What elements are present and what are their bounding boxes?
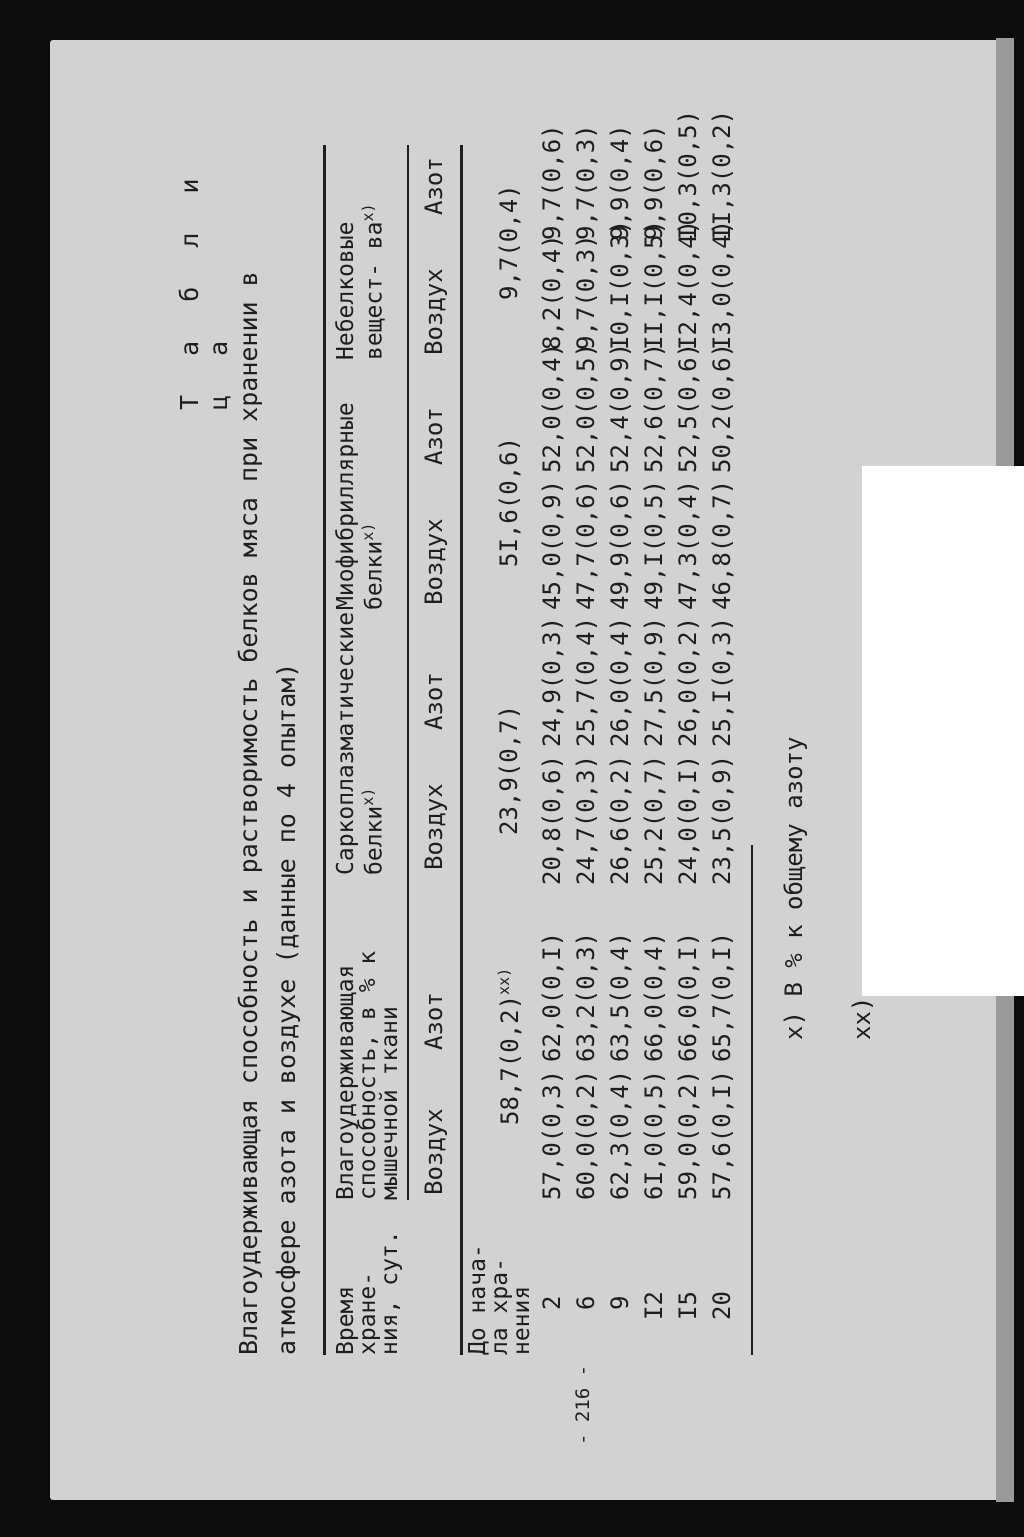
row-1-cell: 52,0(0,4): [538, 342, 566, 473]
white-redaction-box: [862, 466, 1024, 996]
header-nonprot-label: Небелковые вещест- ва: [333, 221, 388, 360]
page-number: - 216 -: [572, 1364, 594, 1445]
row-5-time: I5: [674, 1291, 702, 1320]
row-1-cell: 45,0(0,9): [538, 479, 566, 610]
footnote-x-mark: x): [780, 1011, 808, 1040]
row-1-cell: 9,7(0,6): [538, 124, 566, 240]
footnote-x-text: В % к общему азоту: [780, 736, 808, 997]
row-1-cell: 8,2(0,4): [538, 234, 566, 350]
sub-n-myo: Азот: [420, 407, 448, 465]
row-5-cell: 26,0(0,2): [674, 616, 702, 747]
row-5-cell: I0,3(0,5): [674, 109, 702, 240]
row-0-nonprot: 9,7(0,4): [495, 184, 523, 300]
sub-air-myo: Воздух: [420, 518, 448, 605]
header-myo: [335, 370, 386, 610]
row-3-cell: I0,I(0,3): [606, 219, 634, 350]
footnote-rule: [751, 845, 753, 1355]
row-2-cell: 60,0(0,2): [572, 1069, 600, 1200]
row-6-time: 20: [708, 1291, 736, 1320]
row-6-cell: 46,8(0,7): [708, 479, 736, 610]
header-myo-label: Миофибриллярные белки: [333, 402, 388, 610]
row-3-cell: 52,4(0,9): [606, 342, 634, 473]
header-sarco-label: Саркоплазматические белки: [333, 611, 388, 875]
row-0-whc-value: 58,7(0,2): [496, 994, 524, 1125]
row-5-cell: 66,0(0,I): [674, 931, 702, 1062]
sub-n-whc: Азот: [420, 992, 448, 1050]
row-4-cell: 52,6(0,7): [640, 342, 668, 473]
row-0-myo: 5I,6(0,6): [495, 436, 523, 567]
row-3-cell: 62,3(0,4): [606, 1069, 634, 1200]
table-label: Т а б л и ц а: [175, 166, 233, 410]
header-whc: Влагоудерживающая способность, в % к мышечной ткани: [333, 950, 403, 1200]
row-4-cell: 49,I(0,5): [640, 479, 668, 610]
row-2-cell: 25,7(0,4): [572, 616, 600, 747]
row-1-cell: 57,0(0,3): [538, 1069, 566, 1200]
row-6-cell: 65,7(0,I): [708, 931, 736, 1062]
row-2-cell: 52,0(0,5): [572, 342, 600, 473]
header-nonprot-note: x): [359, 203, 377, 222]
row-3-cell: 26,0(0,4): [606, 616, 634, 747]
row-2-cell: 9,7(0,3): [572, 234, 600, 350]
top-rule: [323, 145, 326, 1355]
row-6-cell: II,3(0,2): [708, 109, 736, 240]
row-3-cell: 9,9(0,4): [606, 124, 634, 240]
row-5-cell: 59,0(0,2): [674, 1069, 702, 1200]
header-sarco-note: x): [359, 787, 377, 806]
row-4-cell: 66,0(0,4): [640, 931, 668, 1062]
row-4-time: I2: [640, 1291, 668, 1320]
footnote-x: [780, 737, 808, 1040]
row-4-cell: 9,9(0,6): [640, 124, 668, 240]
row-0-time: До нача- ла хра- нения: [465, 1244, 535, 1355]
table-caption: Влагоудерживающая способность и растворимость белков мяса при хранении в атмосфере азота и воздухе (данные по 4 опытам): [234, 271, 301, 1355]
sub-air-whc: Воздух: [420, 1108, 448, 1195]
row-6-cell: 25,I(0,3): [708, 616, 736, 747]
row-2-cell: 47,7(0,6): [572, 479, 600, 610]
row-1-cell: 20,8(0,6): [538, 754, 566, 885]
row-4-cell: II,I(0,5): [640, 219, 668, 350]
row-0-whc-note: xx): [495, 967, 513, 995]
row-4-cell: 6I,0(0,5): [640, 1069, 668, 1200]
sub-air-nonprot: Воздух: [420, 268, 448, 355]
row-6-cell: 23,5(0,9): [708, 754, 736, 885]
row-5-cell: 47,3(0,4): [674, 479, 702, 610]
header-nonprot: [335, 150, 386, 360]
row-4-cell: 27,5(0,9): [640, 616, 668, 747]
row-1-time: 2: [538, 1295, 566, 1310]
row-1-cell: 24,9(0,3): [538, 616, 566, 747]
row-3-time: 9: [606, 1295, 634, 1310]
sub-n-sarco: Азот: [420, 672, 448, 730]
row-3-cell: 63,5(0,4): [606, 931, 634, 1062]
row-6-cell: 57,6(0,I): [708, 1069, 736, 1200]
row-1-cell: 62,0(0,I): [538, 931, 566, 1062]
header-sarco: [333, 611, 388, 875]
row-6-cell: I3,0(0,4): [708, 219, 736, 350]
sub-rule: [407, 145, 409, 1200]
rotated-table-block: [175, 109, 736, 1355]
row-0-whc: [495, 968, 524, 1125]
sub-air-sarco: Воздух: [420, 783, 448, 870]
row-0-sarco: 23,9(0,7): [495, 704, 523, 835]
row-2-cell: 63,2(0,3): [572, 931, 600, 1062]
row-2-cell: 24,7(0,3): [572, 754, 600, 885]
row-5-cell: 52,5(0,6): [674, 342, 702, 473]
footnote-xx-mark: xx): [848, 996, 876, 1040]
row-4-cell: 25,2(0,7): [640, 754, 668, 885]
row-5-cell: I2,4(0,4): [674, 219, 702, 350]
header-time: Время хране- ния, сут.: [333, 1230, 403, 1355]
row-2-time: 6: [572, 1295, 600, 1310]
row-2-cell: 9,7(0,3): [572, 124, 600, 240]
row-3-cell: 49,9(0,6): [606, 479, 634, 610]
row-6-cell: 50,2(0,6): [708, 342, 736, 473]
sub-n-nonprot: Азот: [420, 157, 448, 215]
row-5-cell: 24,0(0,I): [674, 754, 702, 885]
header-bottom-rule: [460, 145, 463, 1355]
header-myo-note: x): [359, 522, 377, 541]
row-3-cell: 26,6(0,2): [606, 754, 634, 885]
